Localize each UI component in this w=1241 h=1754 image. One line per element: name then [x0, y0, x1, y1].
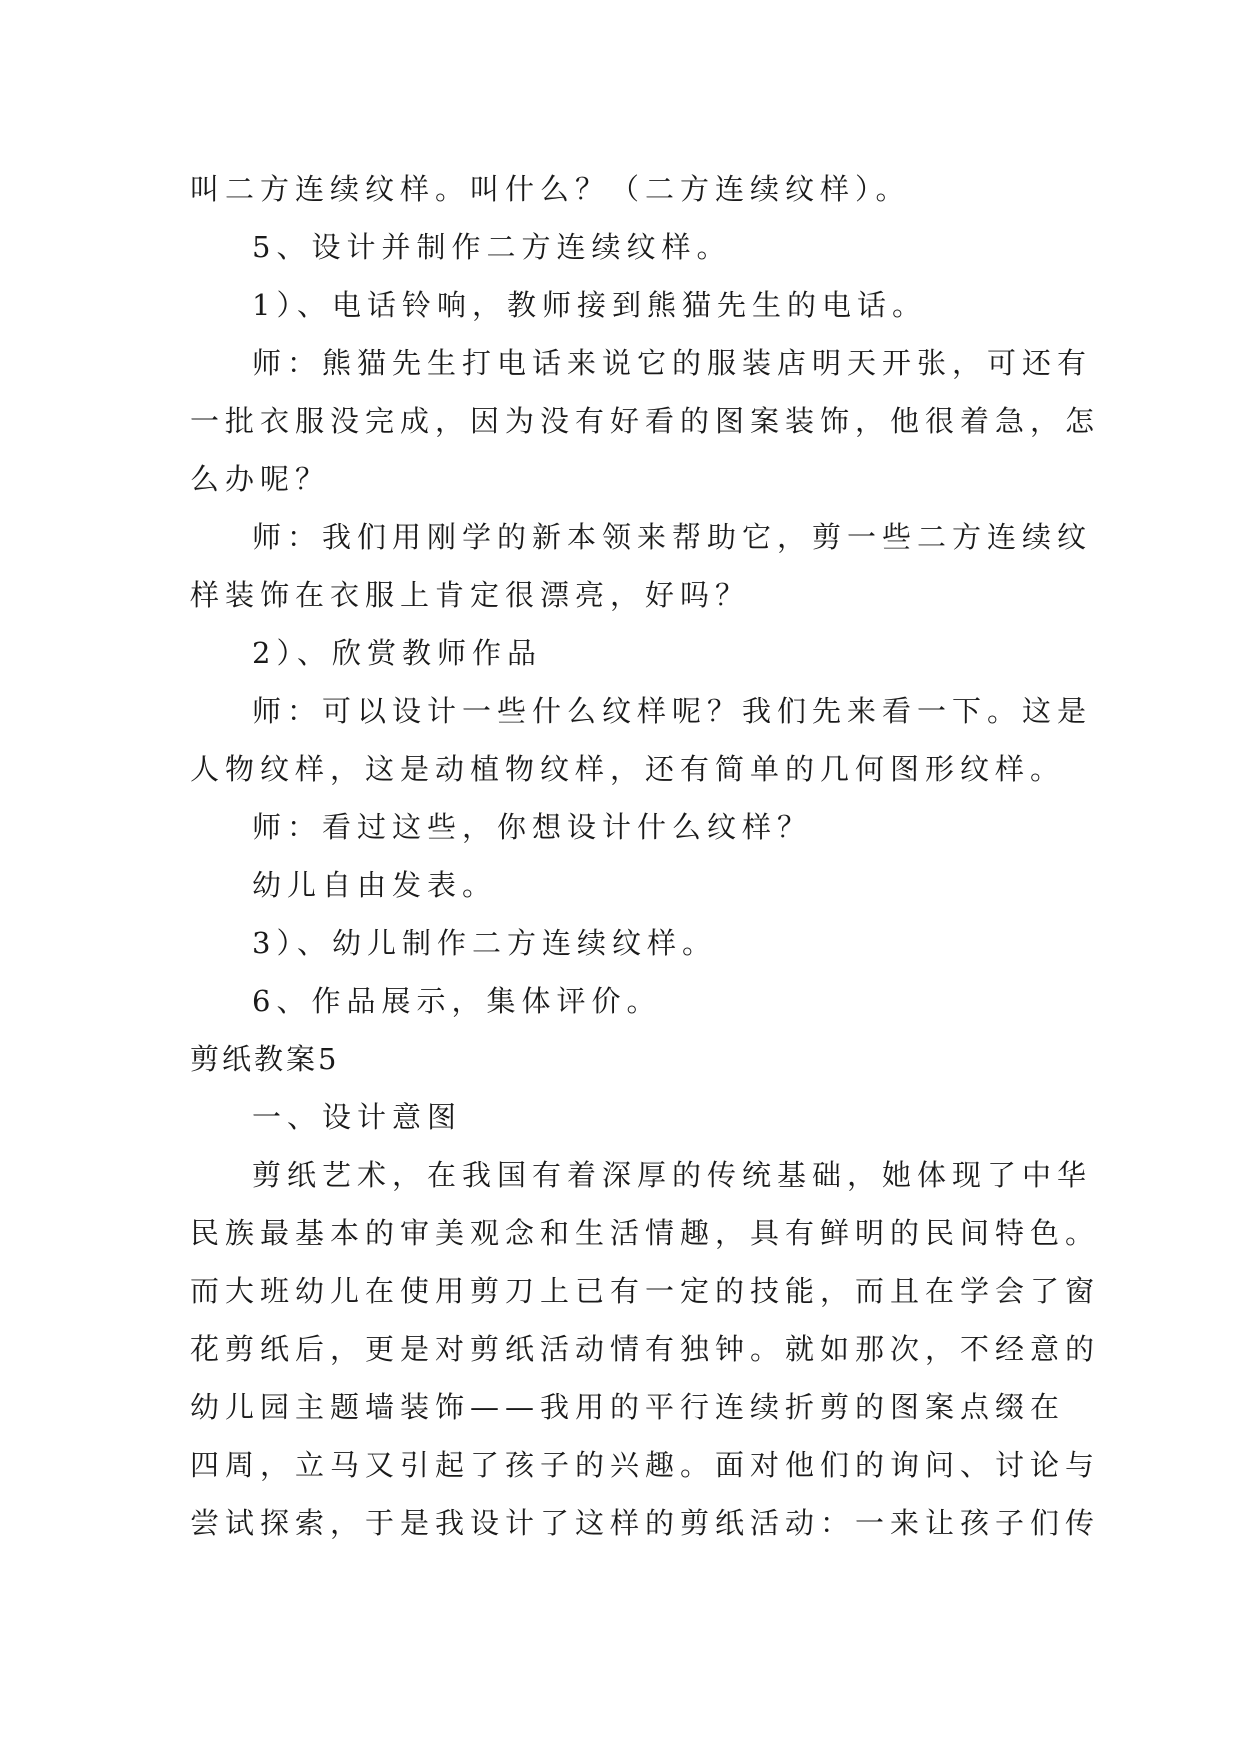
text-line: 花剪纸后，更是对剪纸活动情有独钟。就如那次，不经意的	[190, 1332, 1101, 1366]
text-line: 一、设计意图	[252, 1100, 463, 1134]
text-line: 3）、幼儿制作二方连续纹样。	[252, 926, 717, 960]
text-line: 师：我们用刚学的新本领来帮助它，剪一些二方连续纹	[252, 520, 1093, 554]
text-line: 剪纸艺术，在我国有着深厚的传统基础，她体现了中华	[252, 1158, 1093, 1192]
text-line: 师：看过这些，你想设计什么纹样？	[252, 810, 813, 844]
text-line: 而大班幼儿在使用剪刀上已有一定的技能，而且在学会了窗	[190, 1274, 1101, 1308]
text-line: 一批衣服没完成，因为没有好看的图案装饰，他很着急，怎	[190, 404, 1101, 438]
text-line: 幼儿自由发表。	[252, 868, 498, 902]
text-line: 6、作品展示，集体评价。	[252, 984, 662, 1018]
document-body	[190, 160, 1101, 1552]
text-line: 么办呢？	[190, 462, 331, 496]
text-line: 1）、电话铃响，教师接到熊猫先生的电话。	[252, 288, 927, 322]
section-heading: 剪纸教案5	[190, 1042, 340, 1076]
text-line: 四周，立马又引起了孩子的兴趣。面对他们的询问、讨论与	[190, 1448, 1101, 1482]
text-line: 叫二方连续纹样。叫什么？（二方连续纹样）。	[190, 172, 911, 206]
text-line: 民族最基本的审美观念和生活情趣，具有鲜明的民间特色。	[190, 1216, 1101, 1250]
text-line: 师：可以设计一些什么纹样呢？我们先来看一下。这是	[252, 694, 1093, 728]
text-line: 幼儿园主题墙装饰——我用的平行连续折剪的图案点缀在	[190, 1390, 1066, 1424]
text-line: 尝试探索，于是我设计了这样的剪纸活动：一来让孩子们传	[190, 1506, 1101, 1540]
text-line: 2）、欣赏教师作品	[252, 636, 542, 670]
text-line: 5、设计并制作二方连续纹样。	[252, 230, 732, 264]
text-line: 样装饰在衣服上肯定很漂亮，好吗？	[190, 578, 751, 612]
text-line: 人物纹样，这是动植物纹样，还有简单的几何图形纹样。	[190, 752, 1066, 786]
text-line: 师：熊猫先生打电话来说它的服装店明天开张，可还有	[252, 346, 1093, 380]
